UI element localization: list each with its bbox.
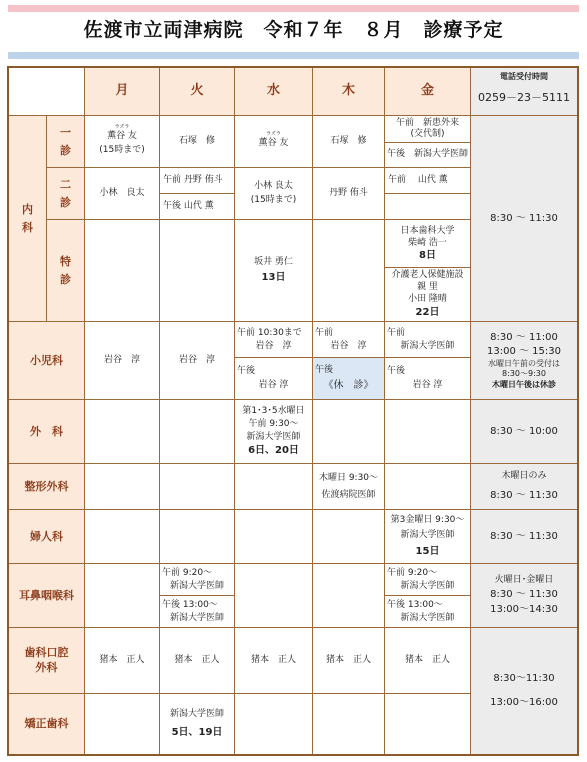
visit-date: 6日、20日 [248, 444, 299, 456]
cell-text: 第1･3･5水曜日 [242, 405, 305, 416]
shonika-fri-am [385, 322, 471, 358]
doctor-name: 岩谷 淳 [330, 340, 367, 351]
cell-text: 午前 丹野 侑斗 [163, 174, 223, 185]
doctor-name: 丹野 侑斗 [329, 187, 368, 198]
section-shika: 歯科口腔 外科 [9, 628, 85, 694]
shonika-mon: 岩谷 淳 [85, 322, 160, 400]
ruby-text: ラズラ [266, 131, 281, 138]
fujin-thu [313, 510, 385, 564]
visit-date: 15日 [415, 546, 440, 558]
cell-text: 午後 [315, 365, 334, 376]
section-naika: 内 科 [9, 116, 47, 322]
shika-fri: 猪本 正人 [385, 628, 471, 694]
hours-text: 13:00～14:30 [490, 604, 558, 616]
kyosei-tue [160, 694, 235, 754]
kyosei-thu [313, 694, 385, 754]
jibi-wed [235, 564, 313, 628]
schedule-table [7, 66, 579, 756]
shika-hours [471, 628, 577, 754]
cell-text: 木曜日 9:30～ [318, 473, 379, 484]
kyosei-mon [85, 694, 160, 754]
jibi-mon [85, 564, 160, 628]
hours-text: 8:30 ～ 11:30 [490, 589, 558, 601]
cell-text: 介護老人保健施設 [391, 270, 464, 281]
doctor-name: 新潟大学医師 [400, 340, 455, 351]
seikei-hours [471, 464, 577, 510]
hours-note: 火曜日･金曜日 [494, 574, 554, 585]
naika-ni-tue-am [160, 168, 235, 194]
seikei-wed [235, 464, 313, 510]
header-wed: 水 [235, 68, 313, 116]
shika-tue: 猪本 正人 [160, 628, 235, 694]
naika-ni-thu [313, 168, 385, 220]
naika-ni-fri-am [385, 168, 471, 194]
doctor-name: 佐渡病院医師 [321, 489, 376, 500]
naika-toku-mon [85, 220, 160, 322]
doctor-name: 石塚 修 [330, 135, 367, 146]
shonika-wed-pm [235, 358, 313, 400]
cell-text: 午前 10:30まで [237, 327, 302, 338]
doctor-name: 坂井 勇仁 [254, 256, 293, 267]
visit-date: 22日 [415, 306, 440, 318]
shonika-thu-pm [313, 358, 385, 400]
kyosei-wed [235, 694, 313, 754]
naika-ichi-fri-am [385, 116, 471, 143]
section-seikei: 整形外科 [9, 464, 85, 510]
doctor-name: 薫谷 友 [107, 131, 137, 142]
hours-text: 8:30～11:30 [493, 673, 555, 684]
doctor-name: 薫谷 友 [258, 138, 289, 149]
geka-tue [160, 400, 235, 464]
naika-ichi-mon [85, 116, 160, 168]
shonika-thu-am [313, 322, 385, 358]
closed-label: 《休 診》 [323, 379, 374, 391]
doctor-name: 岩谷 淳 [258, 379, 289, 390]
geka-wed [235, 400, 313, 464]
doctor-name: 新潟大学医師 [169, 580, 224, 591]
title-top-bar [8, 5, 579, 12]
ruby-text: ラズラ [114, 124, 130, 131]
naika-ni-label: 二 診 [47, 168, 85, 220]
visit-date: 8日 [419, 249, 436, 261]
seikei-mon [85, 464, 160, 510]
phone-number: 0259－23－5111 [478, 91, 570, 105]
naika-toku-label: 特 診 [47, 220, 85, 322]
cell-text: (交代制) [410, 129, 445, 139]
cell-text: 午前 9:20～ [162, 567, 213, 578]
hours-text: 8:30 ～ 11:00 [490, 332, 558, 344]
doctor-name: 岩谷 淳 [255, 340, 292, 351]
cell-text: 午前 山代 薫 [388, 174, 448, 185]
doctor-name: 小田 隆晴 [408, 293, 447, 304]
naika-toku-fri-1 [385, 220, 471, 268]
shika-mon: 猪本 正人 [85, 628, 160, 694]
section-jibi: 耳鼻咽喉科 [9, 564, 85, 628]
section-geka: 外 科 [9, 400, 85, 464]
cell-text: 午前 [387, 327, 406, 338]
cell-text: 午後 13:00～ [162, 599, 218, 610]
naika-toku-wed [235, 220, 313, 322]
doctor-name: 柴崎 浩一 [408, 237, 447, 248]
jibi-tue-am [160, 564, 235, 596]
naika-ichi-thu [313, 116, 385, 168]
cell-text: 午後 [237, 366, 256, 376]
jibi-hours [471, 564, 577, 628]
shika-thu: 猪本 正人 [313, 628, 385, 694]
naika-ichi-fri-pm [385, 143, 471, 168]
title-bottom-bar [8, 52, 579, 59]
naika-toku-tue [160, 220, 235, 322]
shonika-fri-pm [385, 358, 471, 400]
section-kyosei: 矯正歯科 [9, 694, 85, 754]
cell-text: 午後 新潟大学医師 [386, 149, 468, 160]
cell-text: 第3金曜日 9:30～ [390, 514, 465, 525]
section-fujin: 婦人科 [9, 510, 85, 564]
geka-hours: 8:30 ～ 10:00 [471, 400, 577, 464]
doctor-name: 新潟大学医師 [400, 530, 455, 540]
doctor-name: 小林 良太 [99, 187, 145, 198]
geka-mon [85, 400, 160, 464]
fujin-wed [235, 510, 313, 564]
seikei-tue [160, 464, 235, 510]
cell-text: 午前 [315, 327, 334, 338]
hours-note: (15時まで) [99, 145, 145, 155]
jibi-fri-pm [385, 596, 471, 628]
cell-text: 午後 [387, 366, 406, 376]
doctor-name: 岩谷 淳 [412, 379, 443, 390]
jibi-fri-am [385, 564, 471, 596]
shonika-wed-am [235, 322, 313, 358]
title-banner [0, 0, 587, 62]
phone-header [471, 68, 577, 116]
visit-date: 13日 [261, 271, 286, 283]
doctor-name: 小林 良太 [254, 180, 293, 191]
doctor-name: 新潟大学医師 [246, 431, 301, 442]
cell-text: 日本歯科大学 [400, 225, 455, 236]
naika-ichi-tue [160, 116, 235, 168]
header-mon: 月 [85, 68, 160, 116]
fujin-tue [160, 510, 235, 564]
fujin-fri [385, 510, 471, 564]
hours-note: 木曜日午後は休診 [492, 379, 556, 389]
hours-note: 8:30～9:30 [502, 368, 546, 378]
cell-text: 親 里 [417, 282, 438, 293]
hours-text: 13:00 ～ 15:30 [487, 346, 561, 358]
doctor-name: 新潟大学医師 [169, 709, 224, 719]
header-corner [9, 68, 85, 116]
naika-ni-fri-pm [385, 194, 471, 220]
naika-ichi-label: 一 診 [47, 116, 85, 168]
doctor-name: 新潟大学医師 [400, 612, 455, 623]
cell-text: 午前 9:30～ [248, 418, 299, 429]
kyosei-fri [385, 694, 471, 754]
naika-toku-fri-2 [385, 268, 471, 322]
geka-thu [313, 400, 385, 464]
hours-note: 木曜日のみ [501, 471, 547, 482]
naika-ni-wed [235, 168, 313, 220]
shonika-hours [471, 322, 577, 400]
hours-text: 13:00～16:00 [490, 697, 558, 708]
fujin-mon [85, 510, 160, 564]
hours-text: 8:30 ～ 11:30 [490, 489, 558, 501]
cell-text: 午後 13:00～ [387, 599, 443, 610]
doctor-name: 新潟大学医師 [169, 612, 224, 623]
hours-note: 水曜日午前の受付は [488, 359, 560, 369]
naika-toku-thu [313, 220, 385, 322]
naika-ni-tue-pm [160, 194, 235, 220]
seikei-fri [385, 464, 471, 510]
header-thu: 木 [313, 68, 385, 116]
shika-wed: 猪本 正人 [235, 628, 313, 694]
hours-note: (15時まで) [250, 194, 297, 205]
naika-ni-mon [85, 168, 160, 220]
geka-fri [385, 400, 471, 464]
header-tue: 火 [160, 68, 235, 116]
fujin-hours: 8:30 ～ 11:30 [471, 510, 577, 564]
naika-ichi-wed [235, 116, 313, 168]
jibi-thu [313, 564, 385, 628]
shonika-tue: 岩谷 淳 [160, 322, 235, 400]
page-title: 佐渡市立両津病院 令和７年 ８月 診療予定 [83, 19, 504, 41]
header-fri: 金 [385, 68, 471, 116]
jibi-tue-pm [160, 596, 235, 628]
seikei-thu [313, 464, 385, 510]
doctor-name: 新潟大学医師 [400, 580, 455, 591]
naika-hours: 8:30 ～ 11:30 [471, 116, 577, 322]
visit-date: 5日、19日 [171, 727, 223, 738]
cell-text: 午前 新患外来 [395, 117, 459, 128]
cell-text: 午前 9:20～ [387, 567, 438, 578]
doctor-name: 石塚 修 [178, 135, 215, 146]
cell-text: 午後 山代 薫 [163, 200, 214, 211]
section-shonika: 小児科 [9, 322, 85, 400]
phone-label: 電話受付時間 [500, 72, 548, 81]
